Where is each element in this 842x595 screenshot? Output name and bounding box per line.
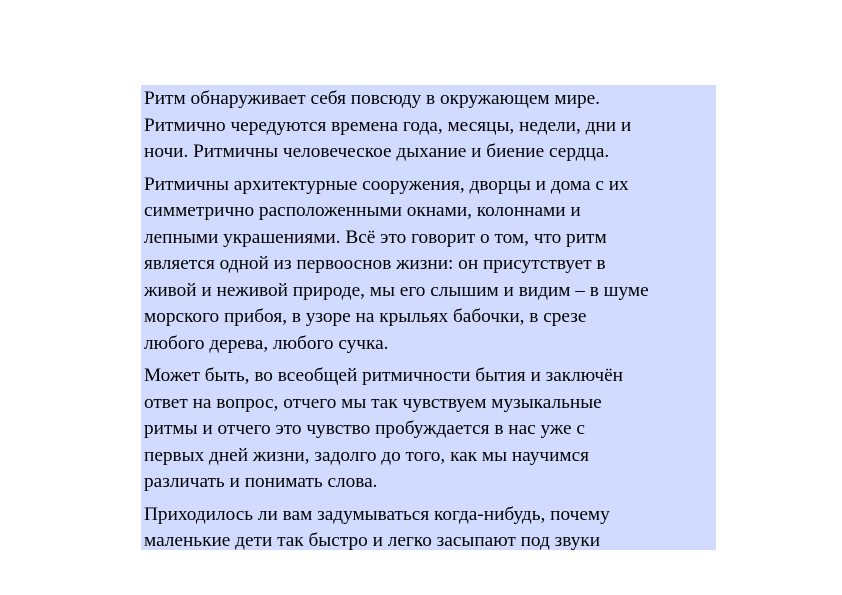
text-box — [141, 85, 716, 550]
paragraph-children-sleep: Приходилось ли вам задумываться когда-нибудь, почему маленькие дети так быстро и легко засыпают под звуки — [144, 503, 610, 550]
paragraph-architecture: Ритмичны архитектурные сооружения, дворцы и дома с их симметрично расположенными окнами, колоннами и лепными украшениями. Всё это говорит о том, что ритм является одной из первооснов жизни: он присутствует в живой и неживой природе, мы его слышим и видим – в шуме морского прибоя, в узоре на крыльях бабочки, в срезе любого дерева, любого сучка. — [144, 173, 649, 354]
paragraph-rhythm-everywhere: Ритм обнаруживает себя повсюду в окружающем мире. Ритмично чередуются времена года, месяцы, недели, дни и ночи. Ритмичны человеческое дыхание и биение сердца. — [144, 88, 632, 162]
paragraph-musical-rhythms: Может быть, во всеобщей ритмичности бытия и заключён ответ на вопрос, отчего мы так чувствуем музыкальные ритмы и отчего это чувство пробуждается в нас уже с первых дней жизни, задолго до того, как мы научимся различать и понимать слова. — [144, 365, 623, 492]
